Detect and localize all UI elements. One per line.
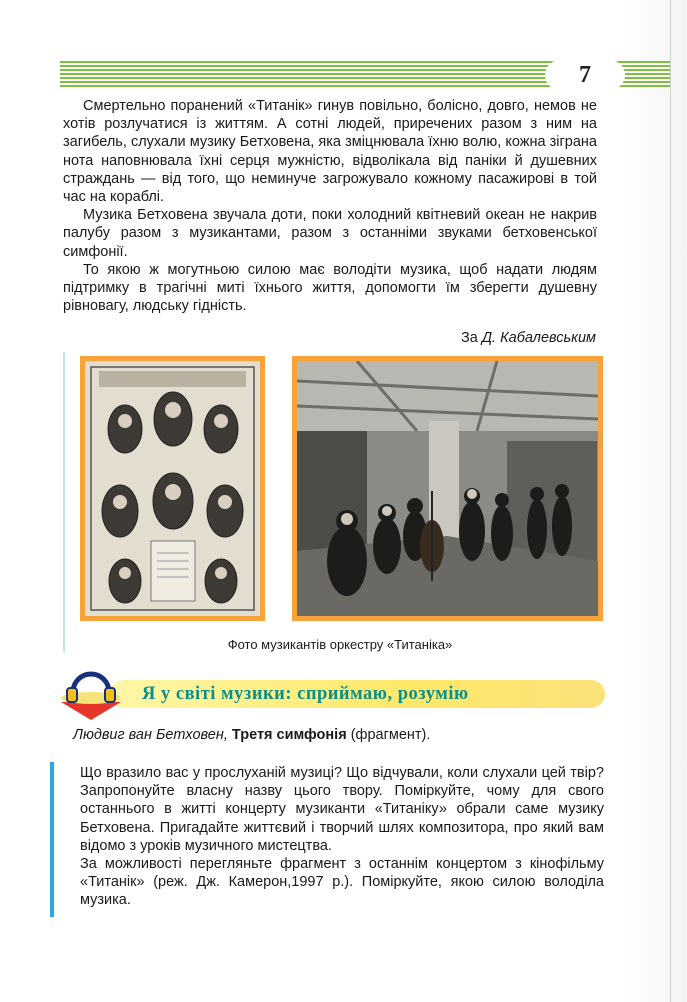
task-paragraph-1: Що вразило вас у прослуханій музиці? Що відчували, коли слухали цей твір? Запропонуйте власну назву цього твору. Поміркуйте, чому для свого останнього в житті концерту музиканти «Титаніку» обрали саме музику Бетховена. Пригадайте життєвий і творчий шлях композитора, про який вам відомо з уроків музичного мистецтва. bbox=[80, 765, 604, 854]
task-paragraph-2: За можливості перегляньте фрагмент з останнім концертом з кінофільму «Титанік» (реж. Дж. Камерон,1997 р.). Поміркуйте, якою силою володіла музика. bbox=[80, 856, 604, 909]
musicians-portrait-image bbox=[85, 361, 260, 616]
orchestra-deck-photo bbox=[292, 356, 603, 621]
musicians-portrait-photo bbox=[80, 356, 265, 621]
orchestra-deck-image bbox=[297, 361, 598, 616]
story-paragraph-1: Смертельно поранений «Титанік» гинув повільно, болісно, довго, немов не хотів розлучатися із життям. А сотні людей, приречених разом з ним на загибель, слухали музику Бетховена, яка зміцнювала їхню волю, кожна зіграна нота наповнювала їхні серця мужністю, відволікала від паніки й душевних страждань — від того, що неминуче загрожувало кожному пасажирові в той час на кораблі. bbox=[63, 98, 597, 206]
orchestra-scene-drawing bbox=[297, 361, 598, 616]
margin-rule bbox=[63, 352, 65, 652]
section-title: Я у світі музики: сприймаю, розумію bbox=[142, 683, 469, 704]
work-title: Третя симфонія bbox=[231, 727, 347, 743]
story-paragraph-2: Музика Бетховена звучала доти, поки холодний квітневий океан не накрив палубу разом з музикантами, разом з останніми звуками бетховенської симфонії. bbox=[63, 207, 597, 260]
page-number: 7 bbox=[545, 60, 625, 90]
task-rule bbox=[50, 762, 54, 917]
citation-prefix: За bbox=[460, 330, 482, 346]
story-text bbox=[63, 97, 597, 315]
story-paragraph-3: То якою ж могутньою силою має володіти музика, щоб надати людям підтримку в трагічні миті їхнього життя, допомогти їм зберегти душевну рівновагу, людську гідність. bbox=[63, 261, 597, 315]
page-edge-line bbox=[670, 0, 671, 1002]
citation bbox=[380, 330, 596, 346]
portrait-collage-drawing bbox=[85, 361, 260, 616]
composer-name: Людвиг ван Бетховен, bbox=[73, 727, 228, 743]
task-text bbox=[80, 764, 604, 910]
work-note: (фрагмент). bbox=[350, 727, 431, 743]
page-edge-shade bbox=[625, 0, 687, 1002]
citation-author: Д. Кабалевським bbox=[481, 330, 596, 346]
headphones-icon bbox=[55, 662, 127, 722]
section-heading bbox=[110, 680, 605, 708]
photo-caption: Фото музикантів оркестру «Титаніка» bbox=[227, 637, 453, 652]
music-work bbox=[73, 727, 430, 743]
